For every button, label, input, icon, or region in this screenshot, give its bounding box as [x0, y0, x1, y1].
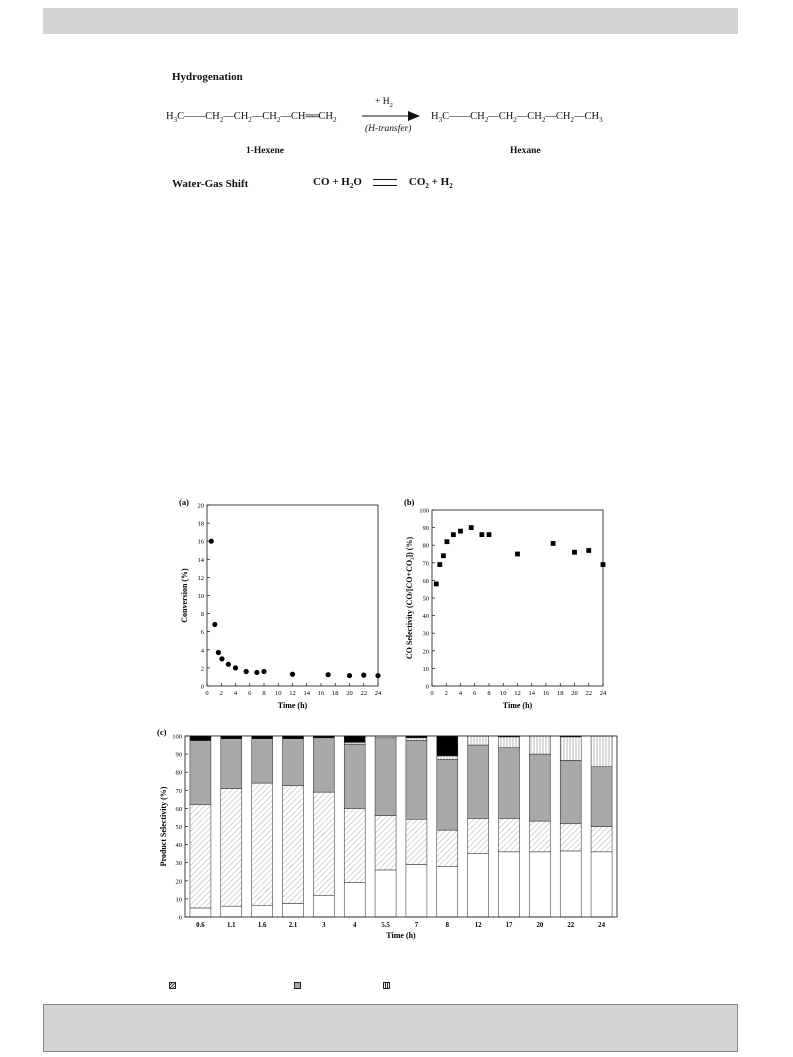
x-tick-label: 1.6: [257, 922, 267, 929]
data-point: [586, 548, 591, 553]
data-point: [601, 562, 606, 567]
bar-segment-white: [560, 851, 581, 917]
data-point: [261, 669, 266, 674]
panel-label: (c): [157, 727, 167, 737]
data-point: [216, 650, 221, 655]
x-tick-label: 24: [599, 690, 607, 697]
x-tick-label: 6: [248, 690, 252, 697]
bar-segment-diag: [468, 818, 489, 853]
bar-segment-white: [468, 854, 489, 917]
bar-segment-gray: [406, 741, 427, 820]
data-point: [361, 673, 366, 678]
y-axis-label: CO Selectivity (CO/[CO+CO₂]) (%): [405, 536, 414, 660]
wgs-equation: CO + $H_2O$ $CO_2 + H_2$: [313, 176, 453, 191]
x-tick-label: 1.1: [227, 922, 236, 929]
x-tick-label: 4: [233, 690, 238, 697]
y-tick-label: 0: [200, 683, 204, 691]
data-point: [375, 673, 380, 678]
data-point: [244, 669, 249, 674]
y-axis-label: Conversion (%): [180, 568, 189, 623]
x-tick-label: 14: [528, 690, 535, 697]
hydrogenation-title: Hydrogenation: [172, 71, 243, 83]
data-point: [254, 670, 259, 675]
y-tick-label: 18: [197, 520, 204, 528]
arrow-condition: (H-transfer): [365, 124, 412, 134]
plot-frame: [185, 736, 617, 917]
bar-segment-white: [283, 903, 304, 917]
bar-segment-vert: [591, 736, 612, 767]
data-point: [347, 673, 352, 678]
x-tick-label: 20: [536, 922, 544, 929]
bar-segment-black: [283, 736, 304, 739]
data-point: [290, 672, 295, 677]
y-tick-label: 50: [422, 595, 429, 603]
x-tick-label: 12: [474, 922, 482, 929]
bar-segment-vert: [560, 737, 581, 761]
x-tick-label: 14: [303, 690, 310, 697]
bar-segment-white: [406, 865, 427, 917]
bar-segment-black: [252, 736, 273, 739]
header-bar: [43, 8, 738, 34]
y-tick-label: 40: [422, 613, 429, 621]
data-point: [233, 665, 238, 670]
x-tick-label: 24: [374, 690, 382, 697]
x-tick-label: 12: [514, 690, 521, 697]
x-tick-label: 22: [585, 690, 592, 697]
data-point: [515, 552, 520, 557]
y-tick-label: 2: [200, 665, 204, 673]
y-tick-label: 60: [422, 577, 429, 585]
bar-segment-white: [313, 895, 334, 917]
data-point: [487, 532, 492, 537]
data-point: [212, 622, 217, 627]
x-tick-label: 0: [430, 690, 434, 697]
bar-segment-gray: [437, 760, 458, 831]
x-tick-label: 18: [332, 690, 339, 697]
y-tick-label: 50: [175, 824, 182, 831]
data-point: [219, 656, 224, 661]
x-tick-label: 20: [346, 690, 353, 697]
y-tick-label: 40: [175, 842, 182, 850]
x-tick-label: 5.5: [381, 922, 390, 929]
data-point: [326, 672, 331, 677]
x-tick-label: 4: [353, 922, 357, 929]
bar-segment-gray: [468, 745, 489, 818]
reactant-label: 1-Hexene: [246, 146, 284, 156]
data-point: [437, 562, 442, 567]
bar-segment-white: [591, 852, 612, 917]
x-tick-label: 18: [557, 690, 564, 697]
bar-segment-vert: [499, 737, 520, 748]
bar-segment-vert: [437, 756, 458, 760]
data-point: [458, 529, 463, 534]
bar-segment-diag: [499, 818, 520, 851]
y-tick-label: 14: [197, 556, 204, 564]
bar-segment-diag: [252, 783, 273, 905]
x-tick-label: 2: [444, 690, 448, 697]
x-tick-label: 10: [275, 690, 282, 697]
x-tick-label: 2.1: [288, 922, 298, 929]
y-tick-label: 16: [197, 538, 204, 546]
y-tick-label: 100: [172, 733, 182, 741]
product-label: Hexane: [510, 146, 541, 156]
legend-hatched-icon: [169, 982, 176, 989]
x-tick-label: 24: [598, 922, 605, 929]
bar-segment-gray: [344, 744, 365, 808]
panel-label: (a): [179, 497, 189, 507]
x-tick-label: 2: [219, 690, 223, 697]
data-point: [451, 532, 456, 537]
bar-segment-diag: [375, 816, 396, 870]
x-tick-label: 12: [289, 690, 296, 697]
x-tick-label: 4: [458, 690, 463, 697]
bar-segment-vert: [344, 742, 365, 744]
bar-segment-diag: [344, 808, 365, 882]
bar-segment-white: [252, 905, 273, 917]
bar-segment-diag: [406, 819, 427, 864]
co-selectivity-chart: [400, 495, 615, 720]
x-tick-label: 6: [473, 690, 477, 697]
x-tick-label: 8: [487, 690, 491, 697]
y-tick-label: 0: [425, 683, 429, 691]
x-axis-label: Time (h): [502, 701, 533, 710]
y-tick-label: 12: [197, 574, 204, 582]
y-tick-label: 20: [197, 502, 204, 510]
legend-gray-icon: [294, 982, 301, 989]
bar-segment-vert: [406, 738, 427, 741]
plot-frame: [207, 505, 378, 686]
y-axis-label: Product Selectivity (%): [159, 786, 168, 867]
bar-segment-white: [375, 870, 396, 917]
data-point: [226, 662, 231, 667]
bar-segment-white: [344, 883, 365, 917]
data-point: [572, 550, 577, 555]
x-tick-label: 8: [445, 922, 449, 929]
footer-bar: [43, 1004, 738, 1052]
panel-label: (b): [404, 497, 415, 507]
y-tick-label: 4: [200, 647, 204, 655]
bar-segment-gray: [190, 741, 211, 805]
bar-segment-white: [221, 906, 242, 917]
bar-segment-black: [437, 736, 458, 756]
bar-segment-white: [499, 852, 520, 917]
hexane-formula: $H_3C——CH_2—CH_2—CH_2—CH_2—CH_3$: [431, 111, 603, 125]
x-tick-label: 3: [322, 922, 326, 929]
x-tick-label: 16: [542, 690, 550, 697]
y-tick-label: 100: [419, 507, 429, 515]
bar-segment-black: [221, 736, 242, 739]
y-tick-label: 70: [422, 560, 429, 568]
y-tick-label: 8: [200, 611, 204, 619]
data-point: [441, 553, 446, 558]
x-tick-label: 10: [500, 690, 507, 697]
bar-segment-gray: [283, 739, 304, 786]
bar-segment-gray: [221, 739, 242, 789]
bar-segment-white: [529, 852, 550, 917]
bar-segment-black: [344, 736, 365, 742]
y-tick-label: 80: [175, 769, 182, 777]
x-tick-label: 0.6: [196, 922, 205, 929]
x-tick-label: 16: [317, 690, 325, 697]
data-point: [434, 582, 439, 587]
y-tick-label: 60: [175, 805, 182, 813]
x-tick-label: 22: [567, 922, 575, 929]
legend-vertical-lines-icon: [383, 982, 390, 989]
y-tick-label: 10: [422, 665, 429, 673]
bar-segment-vert: [529, 736, 550, 754]
y-tick-label: 20: [422, 648, 429, 656]
bar-segment-gray: [375, 738, 396, 816]
y-tick-label: 80: [422, 542, 429, 550]
x-tick-label: 0: [205, 690, 209, 697]
x-tick-label: 22: [360, 690, 367, 697]
data-point: [479, 532, 484, 537]
y-tick-label: 20: [175, 878, 182, 886]
bar-segment-diag: [437, 830, 458, 866]
data-point: [209, 539, 214, 544]
y-tick-label: 30: [175, 860, 182, 868]
bar-segment-gray: [313, 738, 334, 792]
y-tick-label: 10: [197, 593, 204, 600]
bar-segment-gray: [591, 767, 612, 827]
y-tick-label: 0: [178, 914, 182, 922]
x-axis-label: Time (h): [386, 931, 416, 940]
x-tick-label: 7: [414, 922, 419, 929]
bar-segment-diag: [221, 788, 242, 906]
bar-segment-vert: [468, 736, 489, 745]
arrow-reagent: + $H_2$: [375, 97, 393, 109]
x-tick-label: 8: [262, 690, 266, 697]
product-selectivity-chart: [155, 725, 630, 950]
bar-segment-diag: [313, 792, 334, 895]
bar-segment-diag: [190, 805, 211, 908]
x-tick-label: 17: [505, 922, 513, 929]
bar-segment-white: [190, 908, 211, 917]
bar-segment-diag: [591, 827, 612, 852]
bar-segment-gray: [560, 760, 581, 823]
hexene-formula: $H_3C——CH_2—CH_2—CH_2—CH══CH_2$: [166, 111, 337, 125]
bar-segment-gray: [529, 754, 550, 821]
y-tick-label: 90: [422, 525, 429, 533]
bar-segment-black: [190, 736, 211, 741]
bar-segment-white: [437, 866, 458, 917]
conversion-chart: [175, 495, 390, 720]
bar-segment-diag: [529, 821, 550, 852]
data-point: [551, 541, 556, 546]
y-tick-label: 6: [200, 629, 204, 637]
reaction-arrow: [360, 110, 422, 122]
bar-segment-gray: [499, 748, 520, 819]
data-point: [469, 525, 474, 530]
y-tick-label: 90: [175, 751, 182, 759]
y-tick-label: 10: [175, 896, 182, 904]
bar-segment-diag: [283, 786, 304, 904]
bar-segment-diag: [560, 824, 581, 851]
y-tick-label: 70: [175, 787, 182, 795]
y-tick-label: 30: [422, 630, 429, 638]
bar-segment-gray: [252, 739, 273, 783]
data-point: [445, 539, 450, 544]
wgs-title: Water-Gas Shift: [172, 178, 249, 190]
x-tick-label: 20: [571, 690, 578, 697]
x-axis-label: Time (h): [277, 701, 308, 710]
plot-frame: [432, 510, 603, 686]
